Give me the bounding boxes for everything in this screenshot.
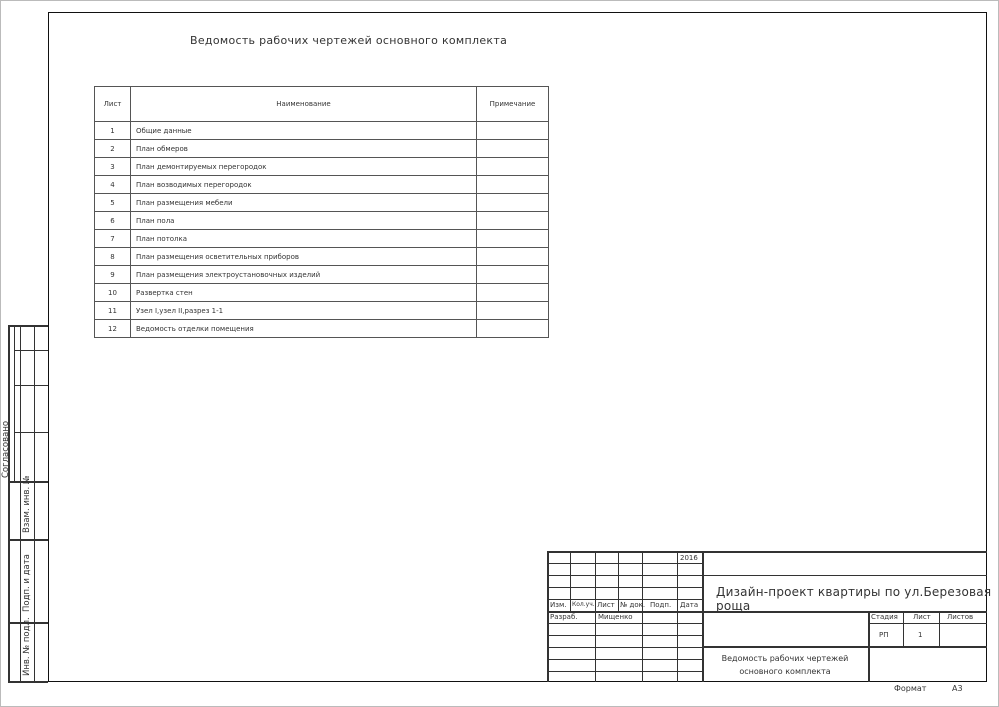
side-label-inv-orig: Инв. № подл. [22, 617, 32, 676]
side-label-inv-replace: Взам. инв. № [22, 475, 32, 533]
title-block-line [547, 551, 987, 553]
side-label-sign-date: Подп. и дата [22, 554, 32, 612]
side-stamp-border [8, 325, 10, 682]
row-name: Ведомость отделки помещения [131, 320, 477, 338]
title-block-line [547, 575, 702, 576]
col-ndok: № док. [620, 601, 646, 609]
col-list: Лист [597, 601, 615, 609]
sheet-title: Ведомость рабочих чертежей основного комплекта [190, 34, 508, 47]
title-block-line [618, 551, 619, 611]
row-note [477, 158, 549, 176]
row-name: План потолка [131, 230, 477, 248]
title-block-line [868, 623, 987, 624]
table-row [95, 122, 549, 140]
author-name: Мищенко [598, 613, 633, 621]
row-note [477, 176, 549, 194]
row-name: План размещения электроустановочных изделий [131, 266, 477, 284]
title-block-line [547, 635, 702, 636]
row-note [477, 140, 549, 158]
row-note [477, 266, 549, 284]
title-block-line [702, 575, 987, 576]
table-row [95, 158, 549, 176]
row-note [477, 212, 549, 230]
year-value: 2016 [680, 554, 698, 562]
row-sheet-no: 6 [95, 212, 131, 230]
row-sheet-no: 2 [95, 140, 131, 158]
drawings-register-table [94, 86, 549, 338]
format-value: А3 [952, 684, 963, 693]
table-row [95, 320, 549, 338]
title-block-line [642, 551, 643, 682]
table-row [95, 176, 549, 194]
title-block-line [547, 599, 702, 600]
row-name: План размещения осветительных приборов [131, 248, 477, 266]
table-row [95, 284, 549, 302]
side-stamp-line [14, 350, 48, 351]
title-block-line [702, 646, 987, 648]
table-row [95, 140, 549, 158]
table-row [95, 194, 549, 212]
col-izm: Изм. [550, 601, 567, 609]
row-sheet-no: 4 [95, 176, 131, 194]
title-block-line [939, 611, 940, 646]
sheet-label: Лист [913, 613, 931, 621]
row-name: План обмеров [131, 140, 477, 158]
row-sheet-no: 9 [95, 266, 131, 284]
title-block-line [903, 611, 904, 646]
row-sheet-no: 12 [95, 320, 131, 338]
side-label-agreed: Согласовано [1, 420, 11, 478]
sheets-label: Листов [947, 613, 974, 621]
row-sheet-no: 8 [95, 248, 131, 266]
header-sheet-no: Лист [95, 87, 131, 122]
side-stamp-line [14, 432, 48, 433]
row-note [477, 320, 549, 338]
table-row [95, 230, 549, 248]
col-kol-uch: Кол.уч. [572, 601, 595, 608]
row-sheet-no: 11 [95, 302, 131, 320]
format-label: Формат [894, 684, 927, 693]
side-stamp-line [20, 325, 21, 682]
title-block-line [547, 659, 702, 660]
title-block-line [547, 551, 549, 682]
header-name: Наименование [131, 87, 477, 122]
row-name: План размещения мебели [131, 194, 477, 212]
table-header-row [95, 87, 549, 122]
document-title-line2: основного комплекта [739, 667, 831, 676]
row-name: План возводимых перегородок [131, 176, 477, 194]
title-block-line [547, 587, 702, 588]
stage-value: РП [879, 631, 889, 639]
side-stamp-line [34, 325, 35, 682]
title-block-line [547, 563, 702, 564]
row-name: Развертка стен [131, 284, 477, 302]
table-row [95, 248, 549, 266]
row-sheet-no: 3 [95, 158, 131, 176]
side-stamp-line [14, 325, 15, 482]
title-block-line [570, 551, 571, 611]
row-name: План демонтируемых перегородок [131, 158, 477, 176]
table-row [95, 302, 549, 320]
title-block-line [547, 623, 702, 624]
project-title: Дизайн-проект квартиры по ул.Березовая роща [716, 585, 992, 613]
row-name: План пола [131, 212, 477, 230]
row-name: Узел I,узел II,разрез 1-1 [131, 302, 477, 320]
side-stamp-bottom [8, 681, 48, 683]
row-note [477, 302, 549, 320]
document-title [702, 652, 868, 678]
document-title-line1: Ведомость рабочих чертежей [721, 654, 849, 663]
row-sheet-no: 7 [95, 230, 131, 248]
side-stamp-line [14, 385, 48, 386]
title-block-line [595, 551, 596, 682]
sheet-value: 1 [918, 631, 923, 639]
table-row [95, 266, 549, 284]
row-sheet-no: 10 [95, 284, 131, 302]
stage-label: Стадия [871, 613, 898, 621]
col-podp: Подп. [650, 601, 672, 609]
header-note: Примечание [477, 87, 549, 122]
side-stamp-line [8, 539, 48, 541]
table-row [95, 212, 549, 230]
row-sheet-no: 5 [95, 194, 131, 212]
row-note [477, 230, 549, 248]
role-razrab: Разраб. [550, 613, 578, 621]
row-name: Общие данные [131, 122, 477, 140]
title-block-line [547, 647, 702, 648]
title-block-line [677, 551, 678, 682]
row-note [477, 248, 549, 266]
row-note [477, 122, 549, 140]
col-date: Дата [680, 601, 699, 609]
title-block-line [547, 671, 702, 672]
row-note [477, 284, 549, 302]
row-sheet-no: 1 [95, 122, 131, 140]
row-note [477, 194, 549, 212]
